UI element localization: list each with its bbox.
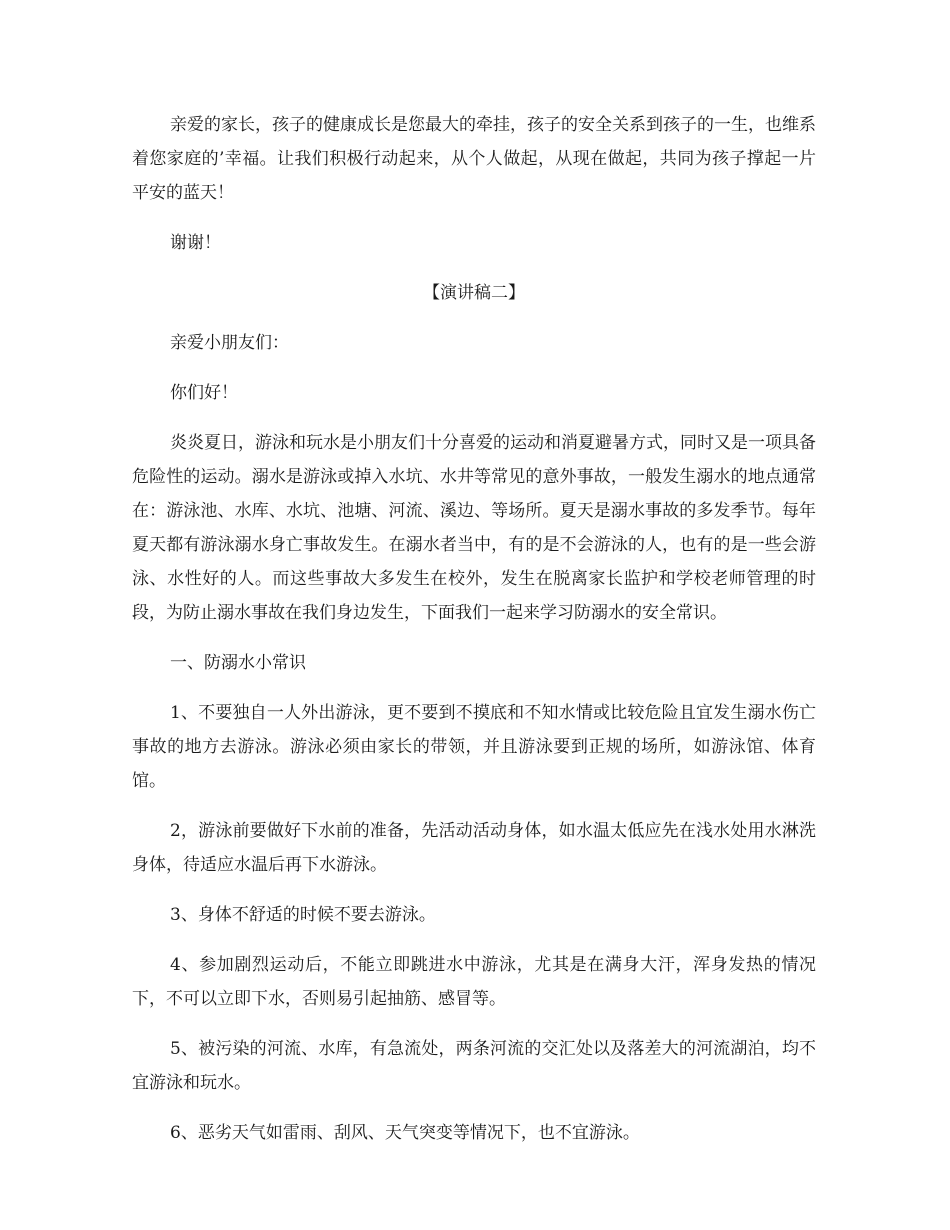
list-item: 5、被污染的河流、水库，有急流处，两条河流的交汇处以及落差大的河流湖泊，均不宜游泳和玩水。 — [132, 1039, 816, 1093]
salutation: 亲爱小朋友们： — [170, 333, 289, 353]
list-item: 1、不要独自一人外出游泳，更不要到不摸底和不知水情或比较危险且宜发生溺水伤亡事故的地方去游泳。游泳必须由家长的带领，并且游泳要到正规的场所，如游泳馆、体育馆。 — [132, 703, 816, 791]
greeting: 你们好！ — [170, 383, 238, 403]
intro-paragraph: 炎炎夏日，游泳和玩水是小朋友们十分喜爱的运动和消夏避暑方式，同时又是一项具备危险性的运动。溺水是游泳或掉入水坑、水井等常见的意外事故，一般发生溺水的地点通常在：游泳池、水库、水坑、池塘、河流、溪边、等场所。夏天是溺水事故的多发季节。每年夏天都有游泳溺水身亡事故发生。在溺水者当中，有的是不会游泳的人，也有的是一些会游泳、水性好的人。而这些事故大多发生在校外，发生在脱离家长监护和学校老师管理的时段，为防止溺水事故在我们身边发生，下面我们一起来学习防溺水的安全常识。 — [132, 433, 816, 623]
section-title: 【演讲稿二】 — [423, 283, 525, 303]
list-item: 3、身体不舒适的时候不要去游泳。 — [170, 905, 436, 925]
section-heading: 一、防溺水小常识 — [170, 653, 306, 673]
thanks-line: 谢谢！ — [170, 233, 221, 253]
document-body — [132, 108, 816, 1150]
closing-paragraph: 亲爱的家长，孩子的健康成长是您最大的牵挂，孩子的安全关系到孩子的一生，也维系着您家庭的’幸福。让我们积极行动起来，从个人做起，从现在做起，共同为孩子撑起一片平安的蓝天！ — [132, 115, 816, 203]
list-item: 6、恶劣天气如雷雨、刮风、天气突变等情况下，也不宜游泳。 — [170, 1123, 640, 1143]
list-item: 4、参加剧烈运动后，不能立即跳进水中游泳，尤其是在满身大汗，浑身发热的情况下，不可以立即下水，否则易引起抽筋、感冒等。 — [132, 955, 816, 1009]
list-item: 2，游泳前要做好下水前的准备，先活动活动身体，如水温太低应先在浅水处用水淋洗身体，待适应水温后再下水游泳。 — [132, 821, 816, 875]
